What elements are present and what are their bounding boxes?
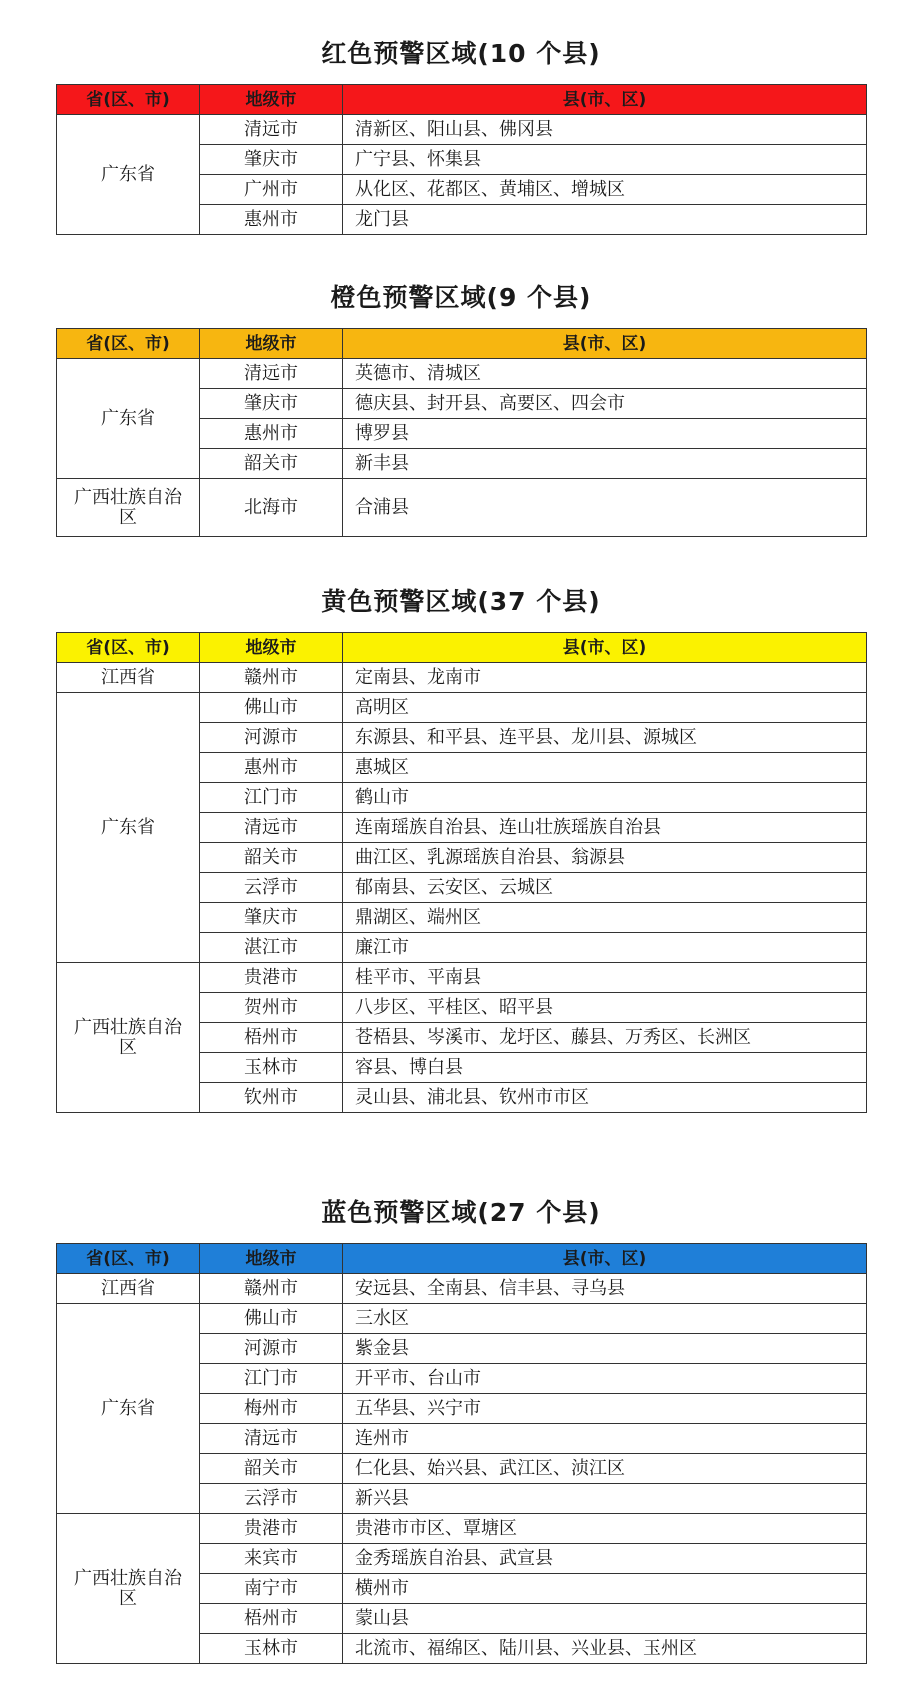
city-cell: 云浮市 (200, 873, 343, 903)
header-county: 县(市、区) (343, 329, 867, 359)
city-cell: 河源市 (200, 1334, 343, 1364)
province-cell: 广西壮族自治区 (57, 479, 200, 537)
table-header-row (57, 633, 867, 663)
county-cell: 清新区、阳山县、佛冈县 (343, 115, 867, 145)
table-row (57, 1304, 867, 1334)
table-row (57, 663, 867, 693)
province-cell: 江西省 (57, 1274, 200, 1304)
city-cell: 梅州市 (200, 1394, 343, 1424)
county-cell: 金秀瑶族自治县、武宣县 (343, 1544, 867, 1574)
county-cell: 苍梧县、岑溪市、龙圩区、藤县、万秀区、长洲区 (343, 1023, 867, 1053)
section-title: 橙色预警区域(9 个县) (330, 283, 592, 312)
county-cell: 德庆县、封开县、高要区、四会市 (343, 389, 867, 419)
city-cell: 肇庆市 (200, 145, 343, 175)
city-cell: 玉林市 (200, 1634, 343, 1664)
section-title: 蓝色预警区域(27 个县) (321, 1198, 601, 1227)
table-row (57, 479, 867, 537)
city-cell: 湛江市 (200, 933, 343, 963)
county-cell: 横州市 (343, 1574, 867, 1604)
county-cell: 定南县、龙南市 (343, 663, 867, 693)
header-province: 省(区、市) (57, 633, 200, 663)
city-cell: 佛山市 (200, 693, 343, 723)
county-cell: 博罗县 (343, 419, 867, 449)
city-cell: 江门市 (200, 1364, 343, 1394)
county-cell: 桂平市、平南县 (343, 963, 867, 993)
city-cell: 梧州市 (200, 1604, 343, 1634)
header-city: 地级市 (200, 329, 343, 359)
city-cell: 佛山市 (200, 1304, 343, 1334)
header-province: 省(区、市) (57, 329, 200, 359)
province-cell: 广西壮族自治区 (57, 1514, 200, 1664)
county-cell: 合浦县 (343, 479, 867, 537)
city-cell: 肇庆市 (200, 389, 343, 419)
city-cell: 贺州市 (200, 993, 343, 1023)
province-cell: 广东省 (57, 115, 200, 235)
city-cell: 梧州市 (200, 1023, 343, 1053)
header-county: 县(市、区) (343, 85, 867, 115)
city-cell: 清远市 (200, 359, 343, 389)
table-row (57, 115, 867, 145)
city-cell: 清远市 (200, 115, 343, 145)
county-cell: 贵港市市区、覃塘区 (343, 1514, 867, 1544)
county-cell: 安远县、全南县、信丰县、寻乌县 (343, 1274, 867, 1304)
city-cell: 贵港市 (200, 963, 343, 993)
county-cell: 连州市 (343, 1424, 867, 1454)
county-cell: 容县、博白县 (343, 1053, 867, 1083)
province-cell: 广西壮族自治区 (57, 963, 200, 1113)
province-cell: 广东省 (57, 693, 200, 963)
region-table (56, 328, 867, 537)
section-title: 黄色预警区域(37 个县) (321, 587, 601, 616)
table-header-row (57, 1244, 867, 1274)
city-cell: 清远市 (200, 1424, 343, 1454)
section-title: 红色预警区域(10 个县) (321, 39, 601, 68)
county-cell: 蒙山县 (343, 1604, 867, 1634)
province-cell: 广东省 (57, 359, 200, 479)
city-cell: 玉林市 (200, 1053, 343, 1083)
city-cell: 惠州市 (200, 753, 343, 783)
county-cell: 惠城区 (343, 753, 867, 783)
region-table (56, 1243, 867, 1664)
county-cell: 高明区 (343, 693, 867, 723)
table-row (57, 1274, 867, 1304)
region-table (56, 632, 867, 1113)
city-cell: 贵港市 (200, 1514, 343, 1544)
city-cell: 韶关市 (200, 449, 343, 479)
county-cell: 鼎湖区、端州区 (343, 903, 867, 933)
county-cell: 曲江区、乳源瑶族自治县、翁源县 (343, 843, 867, 873)
table-row (57, 1514, 867, 1544)
city-cell: 肇庆市 (200, 903, 343, 933)
county-cell: 八步区、平桂区、昭平县 (343, 993, 867, 1023)
county-cell: 郁南县、云安区、云城区 (343, 873, 867, 903)
city-cell: 河源市 (200, 723, 343, 753)
region-table (56, 84, 867, 235)
county-cell: 灵山县、浦北县、钦州市市区 (343, 1083, 867, 1113)
county-cell: 鹤山市 (343, 783, 867, 813)
county-cell: 新丰县 (343, 449, 867, 479)
county-cell: 三水区 (343, 1304, 867, 1334)
table-row (57, 693, 867, 723)
city-cell: 清远市 (200, 813, 343, 843)
header-county: 县(市、区) (343, 633, 867, 663)
county-cell: 五华县、兴宁市 (343, 1394, 867, 1424)
city-cell: 南宁市 (200, 1574, 343, 1604)
county-cell: 英德市、清城区 (343, 359, 867, 389)
table-header-row (57, 85, 867, 115)
county-cell: 东源县、和平县、连平县、龙川县、源城区 (343, 723, 867, 753)
county-cell: 新兴县 (343, 1484, 867, 1514)
county-cell: 龙门县 (343, 205, 867, 235)
county-cell: 仁化县、始兴县、武江区、浈江区 (343, 1454, 867, 1484)
header-city: 地级市 (200, 1244, 343, 1274)
county-cell: 紫金县 (343, 1334, 867, 1364)
county-cell: 广宁县、怀集县 (343, 145, 867, 175)
table-row (57, 359, 867, 389)
city-cell: 韶关市 (200, 1454, 343, 1484)
county-cell: 连南瑶族自治县、连山壮族瑶族自治县 (343, 813, 867, 843)
header-county: 县(市、区) (343, 1244, 867, 1274)
header-province: 省(区、市) (57, 1244, 200, 1274)
city-cell: 江门市 (200, 783, 343, 813)
table-row (57, 963, 867, 993)
city-cell: 北海市 (200, 479, 343, 537)
city-cell: 钦州市 (200, 1083, 343, 1113)
county-cell: 从化区、花都区、黄埔区、增城区 (343, 175, 867, 205)
city-cell: 惠州市 (200, 205, 343, 235)
city-cell: 惠州市 (200, 419, 343, 449)
city-cell: 来宾市 (200, 1544, 343, 1574)
county-cell: 开平市、台山市 (343, 1364, 867, 1394)
city-cell: 赣州市 (200, 663, 343, 693)
city-cell: 赣州市 (200, 1274, 343, 1304)
header-province: 省(区、市) (57, 85, 200, 115)
city-cell: 韶关市 (200, 843, 343, 873)
province-cell: 江西省 (57, 663, 200, 693)
header-city: 地级市 (200, 633, 343, 663)
province-cell: 广东省 (57, 1304, 200, 1514)
city-cell: 广州市 (200, 175, 343, 205)
county-cell: 北流市、福绵区、陆川县、兴业县、玉州区 (343, 1634, 867, 1664)
city-cell: 云浮市 (200, 1484, 343, 1514)
header-city: 地级市 (200, 85, 343, 115)
county-cell: 廉江市 (343, 933, 867, 963)
table-header-row (57, 329, 867, 359)
